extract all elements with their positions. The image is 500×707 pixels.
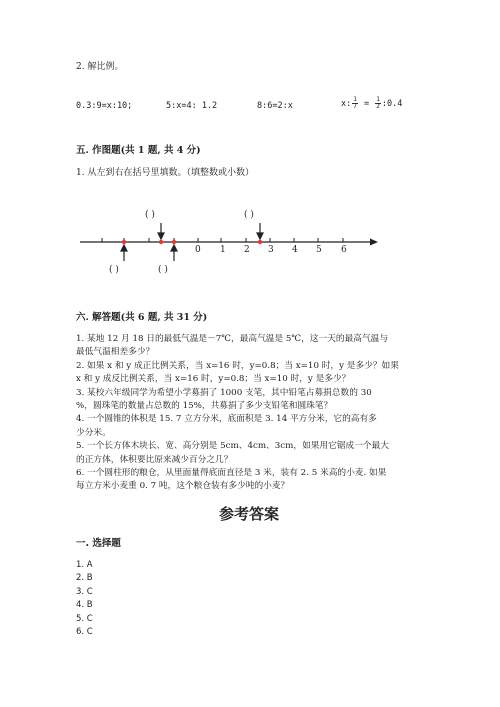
up-arrow-head-icon-1	[121, 245, 127, 251]
tick-label-5: 5	[316, 245, 322, 255]
answer-item: 2. B	[76, 573, 93, 584]
answer-item: 6. C	[76, 627, 93, 638]
fraction-one-half: $\frac{1}{2}$	[376, 96, 380, 110]
number-line-arrow-icon	[370, 239, 378, 246]
answer-section-heading: 一. 选择题	[76, 538, 121, 549]
proportion-1: 0.3:9=x:10;	[76, 101, 133, 111]
q6-line: 4. 一个圆锥的体积是 15. 7 立方分米，底面积是 3. 14 平方分米，它的高有多	[76, 414, 377, 425]
tick-label-2: 2	[244, 245, 250, 255]
q6-line: 最低气温相差多少？	[76, 347, 155, 358]
red-marker-2	[159, 240, 163, 244]
blank-paren-bottom-1: ( )	[109, 265, 119, 275]
q6-line: x 和 y 成反比例关系，当 x=16 时，y=0.8；当 x=10 时，y 是多少？	[76, 374, 351, 385]
blank-paren-top-1: ( )	[145, 210, 155, 220]
q6-line: 5. 一个长方体木块长、宽、高分别是 5cm、4cm、3cm，如果用它锯成一个最大	[76, 441, 389, 452]
question-2-label: 2. 解比例。	[76, 62, 124, 72]
down-arrow-head-icon-1	[158, 233, 164, 239]
answer-item: 3. C	[76, 586, 93, 597]
tick-label-0: 0	[195, 245, 201, 255]
number-line-svg	[78, 205, 388, 280]
proportion-4-suffix: :0.4	[381, 99, 403, 109]
q6-line: 的正方体，体积要比原来减少百分之几？	[76, 454, 233, 465]
blank-paren-bottom-2: ( )	[158, 265, 168, 275]
section-5-question-1: 1. 从左到右在括号里填数。（填整数或小数）	[76, 168, 254, 178]
proportion-4	[341, 97, 402, 110]
proportion-4-eq: =	[358, 99, 375, 109]
answer-item: 4. B	[76, 600, 93, 611]
q6-line: 2. 如果 x 和 y 成正比例关系，当 x=16 时，y=0.8；当 x=10 时，y 是多少？如果	[76, 360, 399, 371]
answer-item: 1. A	[76, 560, 93, 570]
proportion-2: 5:x=4: 1.2	[166, 101, 218, 111]
q6-line: 3. 某校六年级同学为希望小学募捐了 1000 支笔，其中铅笔占募捐总数的 30	[76, 387, 372, 398]
section-6-questions	[76, 333, 436, 494]
down-arrow-head-icon-2	[257, 233, 263, 239]
tick-label-6: 6	[341, 245, 347, 255]
q6-line: 每立方米小麦重 0. 7 吨，这个粮仓装有多少吨的小麦？	[76, 481, 290, 492]
q6-line: 少分米。	[76, 427, 111, 438]
red-marker-4	[258, 240, 262, 244]
answer-list	[76, 559, 93, 639]
q6-line: 1. 某地 12 月 18 日的最低气温是－7℃，最高气温是 5℃，这一天的最高气温与	[76, 334, 389, 344]
red-marker-3	[172, 240, 176, 244]
tick-label-1: 1	[220, 245, 226, 255]
blank-paren-top-2: ( )	[244, 210, 254, 220]
answer-item: 5. C	[76, 613, 93, 624]
section-5-heading: 五. 作图题(共 1 题, 共 4 分)	[76, 145, 201, 156]
section-6-heading: 六. 解答题(共 6 题, 共 31 分)	[76, 312, 208, 323]
proportion-4-prefix: x:	[341, 99, 352, 109]
q6-line: %，圆珠笔的数量占总数的 15%，共募捐了多少支铅笔和圆珠笔？	[76, 401, 333, 412]
number-line-figure	[78, 205, 388, 280]
tick-label-3: 3	[268, 245, 274, 255]
up-arrow-head-icon-2	[171, 245, 177, 251]
fraction-one-seventh: $\frac{1}{7}$	[353, 96, 357, 110]
q6-line: 6. 一个圆柱形的粮仓，从里面量得底面直径是 3 米，装有 2. 5 米高的小麦. 如果	[76, 468, 387, 479]
tick-label-4: 4	[292, 245, 298, 255]
red-marker-1	[122, 240, 126, 244]
proportion-3: 8:6=2:x	[257, 101, 293, 111]
answer-key-title: 参考答案	[219, 505, 280, 523]
